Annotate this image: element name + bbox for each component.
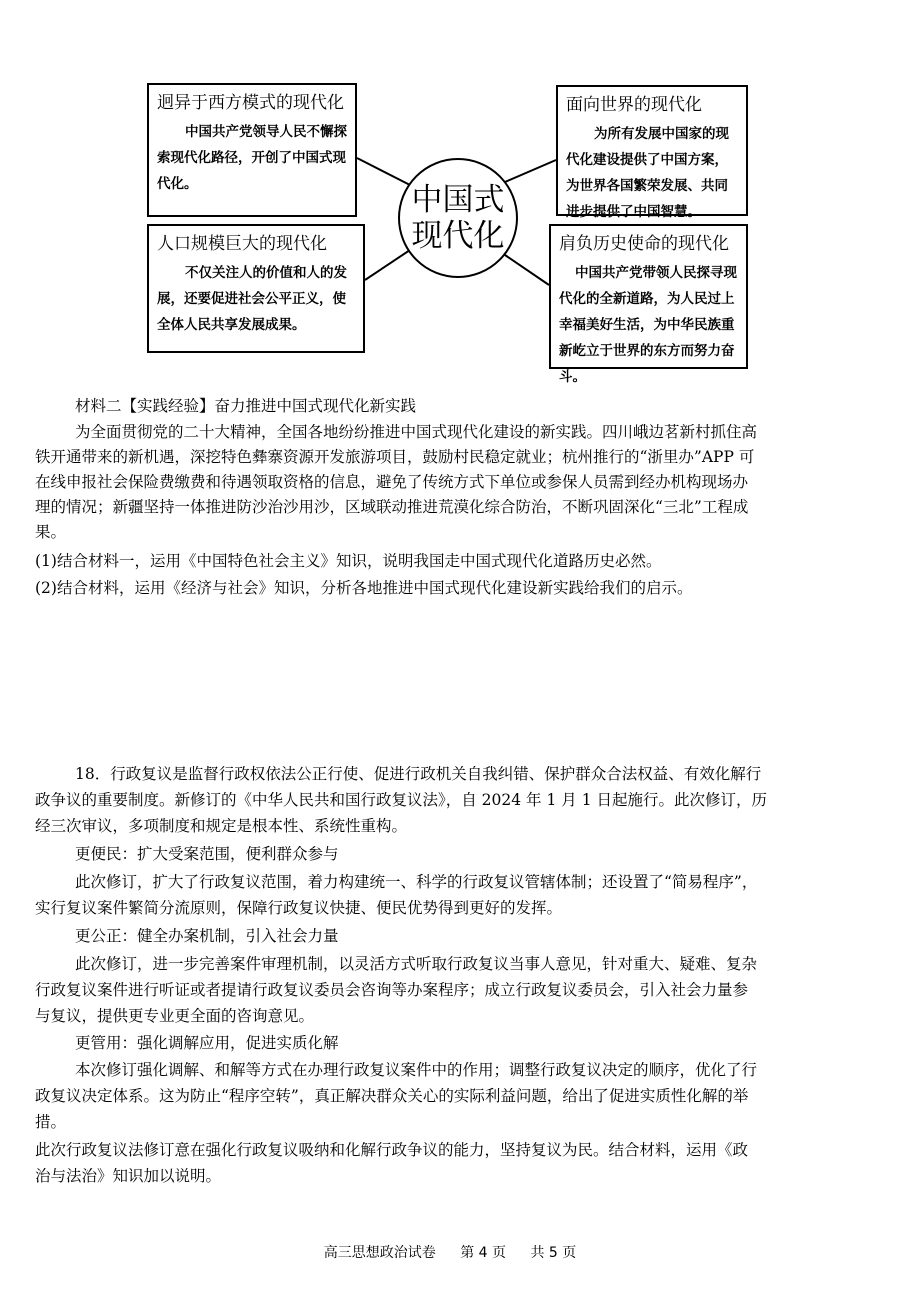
center-circle bbox=[398, 158, 518, 278]
q18-question: 此次行政复议法修订意在强化行政复议吸纳和化解行政争议的能力，坚持复议为民。结合材料，运用《政 bbox=[35, 1141, 749, 1159]
box-body: 为所有发展中国家的现代化建设提供了中国方案，为世界各国繁荣发展、共同进步提供了中国智慧。 bbox=[566, 126, 729, 220]
box-title: 人口规模巨大的现代化 bbox=[157, 234, 327, 254]
box-body: 中国共产党带领人民探寻现代化的全新道路，为人民过上幸福美好生活，为中华民族重新屹立于世界的东方而努力奋斗。 bbox=[559, 265, 737, 385]
box-title: 面向世界的现代化 bbox=[566, 95, 702, 115]
q18-line: 政争议的重要制度。新修订的《中华人民共和国行政复议法》，自 2024 年 1 月 1 日起施行。此次修订，历 bbox=[35, 791, 767, 809]
material-line: 理的情况；新疆坚持一体推进防沙治沙用沙，区域联动推进荒漠化综合防治，不断巩固深化“三北”工程成 bbox=[35, 498, 749, 516]
box-western-mode bbox=[147, 83, 357, 217]
q18-line: 本次修订强化调解、和解等方式在办理行政复议案件中的作用；调整行政复议决定的顺序，优化了行 bbox=[75, 1061, 758, 1079]
q18-line: 此次修订，扩大了行政复议范围，着力构建统一、科学的行政复议管辖体制；还设置了“简易程序”， bbox=[75, 873, 758, 891]
q18-line: 行政复议案件进行听证或者提请行政复议委员会咨询等办案程序；成立行政复议委员会，引入社会力量参 bbox=[35, 981, 749, 999]
material-line: 在线申报社会保险费缴费和待遇领取资格的信息，避免了传统方式下单位或参保人员需到经办机构现场办 bbox=[35, 473, 749, 491]
q18-subheading: 更便民：扩大受案范围，便利群众参与 bbox=[75, 845, 339, 863]
material-line: 为全面贯彻党的二十大精神，全国各地纷纷推进中国式现代化建设的新实践。四川峨边茗新村抓住高 bbox=[75, 423, 758, 441]
q18-line: 实行复议案件繁简分流原则，保障行政复议快捷、便民优势得到更好的发挥。 bbox=[35, 899, 563, 917]
question-1: (1)结合材料一，运用《中国特色社会主义》知识，说明我国走中国式现代化道路历史必然。 bbox=[35, 552, 662, 570]
box-huge-population bbox=[147, 224, 365, 353]
center-label: 中国式现代化 bbox=[411, 182, 505, 254]
q18-line: 政复议决定体系。这为防止“程序空转”，真正解决群众关心的实际利益问题，给出了促进实质性化解的举 bbox=[35, 1087, 749, 1105]
page-footer bbox=[0, 1242, 900, 1262]
material-heading: 材料二【实践经验】奋力推进中国式现代化新实践 bbox=[75, 397, 417, 415]
q18-question: 治与法治》知识加以说明。 bbox=[35, 1167, 222, 1185]
exam-title: 高三思想政治试卷 bbox=[323, 1245, 436, 1261]
concept-diagram bbox=[0, 0, 900, 385]
total-pages: 共 5 页 bbox=[530, 1245, 577, 1261]
material-line: 果。 bbox=[35, 523, 67, 541]
q18-line: 经三次审议，多项制度和规定是根本性、系统性重构。 bbox=[35, 817, 408, 835]
q18-subheading: 更管用：强化调解应用，促进实质化解 bbox=[75, 1034, 339, 1052]
material-line: 铁开通带来的新机遇，深挖特色彝寨资源开发旅游项目，鼓励村民稳定就业；杭州推行的“浙里办”APP 可 bbox=[35, 448, 755, 466]
q18-line: 18．行政复议是监督行政权依法公正行使、促进行政机关自我纠错、保护群众合法权益、有效化解行 bbox=[75, 765, 762, 783]
q18-line: 与复议，提供更专业更全面的咨询意见。 bbox=[35, 1007, 315, 1025]
q18-subheading: 更公正：健全办案机制，引入社会力量 bbox=[75, 927, 339, 945]
box-historic-mission bbox=[549, 224, 748, 385]
box-world-facing bbox=[556, 85, 748, 220]
box-body: 不仅关注人的价值和人的发展，还要促进社会公平正义，使全体人民共享发展成果。 bbox=[157, 265, 347, 333]
question-2: (2)结合材料，运用《经济与社会》知识，分析各地推进中国式现代化建设新实践给我们的启示。 bbox=[35, 579, 693, 597]
page-number: 第 4 页 bbox=[460, 1245, 506, 1261]
box-title: 肩负历史使命的现代化 bbox=[559, 234, 729, 254]
box-body: 中国共产党领导人民不懈探索现代化路径，开创了中国式现代化。 bbox=[157, 124, 347, 192]
box-title: 迥异于西方模式的现代化 bbox=[157, 93, 344, 113]
q18-line: 措。 bbox=[35, 1113, 67, 1131]
q18-line: 此次修订，进一步完善案件审理机制，以灵活方式听取行政复议当事人意见，针对重大、疑难、复杂 bbox=[75, 955, 758, 973]
